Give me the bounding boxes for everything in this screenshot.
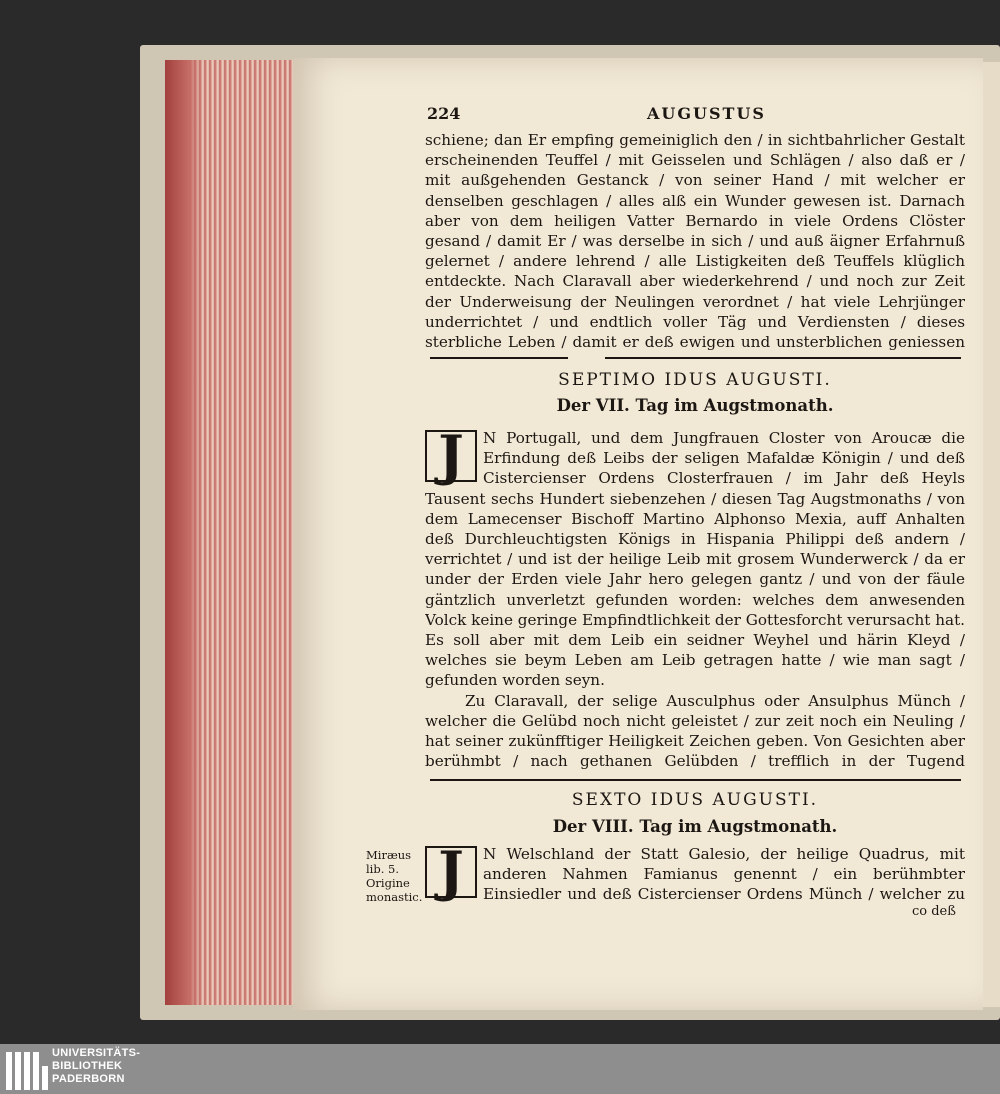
top-paragraph-block [425,130,965,355]
drop-cap: J [425,846,477,898]
section2-text [425,844,965,906]
divider-rule [605,357,961,359]
library-line: BIBLIOTHEK [52,1060,123,1072]
top-paragraph: schiene; dan Er empfing gemeiniglich den / in sichtbahrlicher Gestalt erscheinenden Teuffel / mit Geisselen und Schlägen / also daß er / mit außgehenden Gestanck / von seiner Hand / mit welcher er denselben geschlagen / alles alß ein Wunder gewesen ist. Darnach aber von dem heiligen Vatter Bernardo in viele Ordens Clöster gesand / damit Er / was derselbe in sich / und auß äigner Erfahrnuß gelernet / andere lehrend / alle Listigkeiten deß Teuffels klüglich entdeckte. Nach Claravall aber wiederkehrend / und noch zur Zeit der Underweisung der Neulingen verordnet / hat viele Lehrjünger underrichtet / und endtlich voller Täg und Verdiensten / dieses sterbliche Leben / damit er deß ewigen und unsterblichen geniessen [425,131,965,352]
page-edges [165,60,310,1005]
section-subheading: Der VIII. Tag im Augstmonath. [552,817,838,836]
divider-rule [430,357,568,359]
section-heading: SEXTO IDUS AUGUSTI. [571,790,819,810]
section-heading: SEPTIMO IDUS AUGUSTI. [558,370,832,390]
library-footer [0,1044,1000,1094]
marginal-note: Miræus lib. 5. Origine monastic. [366,848,423,904]
running-title: AUGUSTUS [647,104,766,123]
divider-rule [430,779,961,781]
section-subheading: Der VII. Tag im Augstmonath. [556,396,834,415]
library-line: PADERBORN [52,1073,125,1085]
catchword: co deß [912,904,956,919]
section2-paragraph: N Welschland der Statt Galesio, der heilige Quadrus, mit anderen Nahmen Famianus genennt / ein berühmbter Einsiedler und deß Cistercienser Ordens Münch / welcher zu [483,845,965,904]
library-name [52,1047,140,1086]
section1-paragraph: Zu Claravall, der selige Ausculphus oder Ansulphus Münch / welcher die Gelübd noch nicht geleistet / zur zeit noch ein Neuling / hat seiner zukünfftiger Heiligkeit Zeichen geben. Von Gesichten aber berühmbt / nach gethanen Gelübden / trefflich in der Tugend [425,691,965,771]
library-line: UNIVERSITÄTS- [52,1047,141,1059]
library-logo-icon [6,1048,46,1090]
page-number: 224 [427,104,461,123]
section1-paragraph: N Portugall, und dem Jungfrauen Closter von Aroucæ die Erfindung deß Leibs der seligen Mafaldæ Königin / und deß Cistercienser Ordens Closterfrauen / im Jahr deß Heyls Tausent sechs Hundert siebenzehen / diesen Tag Augstmonaths / von dem Lamecenser Bischoff Martino Alphonso Mexia, auff Anhalten deß Durchleuchtigsten Königs in Hispania Philippi deß andern / verrichtet / und ist der heilige Leib mit grosem Wunderwerck / da er under der Erden viele Jahr hero gelegen gantz / und von der fäule gäntzlich unverletzt gefunden worden: welches dem anwesenden Volck keine geringe Empfindtlichkeit der Gottesforcht verursacht hat. Es soll aber mit dem Leib ein seidner Weyhel und härin Kleyd / welches sie beym Leben am Leib getragen hatte / wie man sagt / gefunden worden seyn. [425,429,965,690]
drop-cap: J [425,430,477,482]
section1-text [425,428,965,773]
